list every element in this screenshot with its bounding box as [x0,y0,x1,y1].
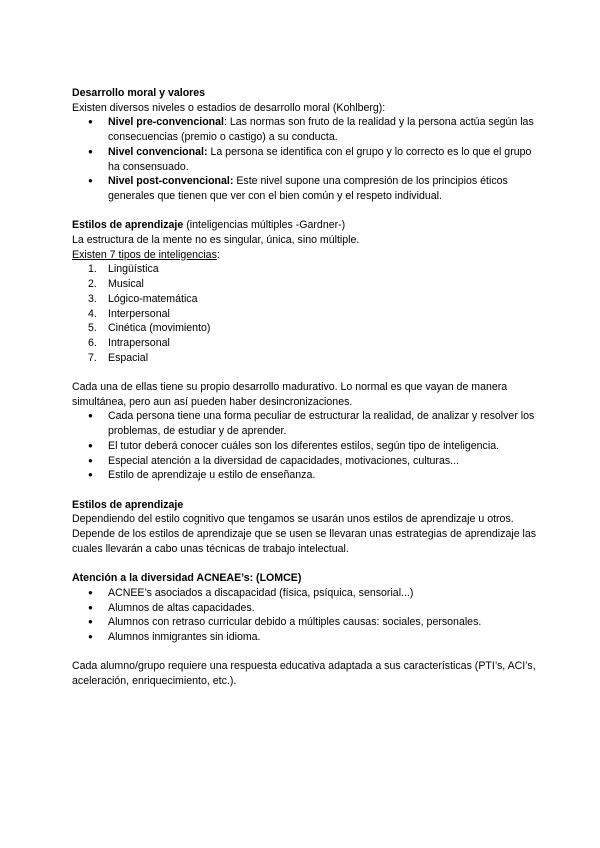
bullet-list [72,586,540,645]
term: Nivel post-convencional: [108,175,234,188]
list-item [72,307,540,322]
section-title: Estilos de aprendizaje [72,498,184,511]
paragraph: La estructura de la mente no es singular, única, sino múltiple. [72,234,360,247]
item-text: La persona se identifica con el grupo y lo correcto es lo que el grupo ha consensuado. [108,145,532,173]
title-suffix: (inteligencias múltiples -Gardner-) [183,219,346,232]
list-item: ● Especial atención a la diversidad de capacidades, motivaciones, culturas... [72,454,540,469]
item-text: Interpersonal [108,307,170,320]
term: Nivel convencional: [108,145,208,158]
list-item [72,115,540,144]
list-number: 6. [88,336,97,349]
subtitle-text: Existen 7 tipos de inteligencias [72,248,217,261]
list-item: ● ACNEE’s asociados a discapacidad (física, psíquica, sensorial...) [72,586,540,601]
list-number: 4. [88,307,97,320]
list-item [72,321,540,336]
bullet-list [72,409,540,483]
list-item: ● Alumnos de altas capacidades. [72,601,540,616]
list-number: 3. [88,292,97,305]
list-item [72,336,540,351]
separator: : [223,116,230,129]
item-text: Espacial [108,351,149,364]
term: Nivel pre-convencional [108,116,224,129]
paragraph: Existen diversos niveles o estadios de desarrollo moral (Kohlberg): [72,101,386,114]
section-desarrollo [72,380,540,483]
section-estilos-inteligencias [72,218,540,365]
list-item [72,174,540,203]
section-title: Atención a la diversidad ACNEAE’s: (LOMCE) [72,572,302,585]
title-bold: Estilos de aprendizaje [72,219,184,232]
list-item [72,292,540,307]
paragraph: Cada alumno/grupo requiere una respuesta educativa adaptada a sus características (PTI’s, ACI’s, aceleración, enriquecimiento, etc.). [72,660,536,688]
list-number: 2. [88,278,97,291]
list-item: ● El tutor deberá conocer cuáles son los diferentes estilos, según tipo de inteligencia. [72,439,540,454]
section-estilos-cognitivo [72,498,540,557]
list-number: 5. [88,322,97,335]
item-text: Intrapersonal [108,336,170,349]
paragraph: Dependiendo del estilo cognitivo que tengamos se usarán unos estilos de aprendizaje u otros. Depende de los estilos de aprendizaje que se usen se llevaran unas estrategias de aprendizaje las cuales llevarán a cabo unas técnicas de trabajo intelectual. [72,513,537,555]
item-text: Cinética (movimiento) [108,322,211,335]
list-item: ● Alumnos con retraso curricular debido a múltiples causas: sociales, personales. [72,615,540,630]
item-text: Lingüística [108,263,159,276]
list-item: ● Estilo de aprendizaje u estilo de enseñanza. [72,468,540,483]
section-moral [72,86,540,204]
list-number: 7. [88,351,97,364]
numbered-list [72,262,540,365]
paragraph: Cada una de ellas tiene su propio desarrollo madurativo. Lo normal es que vayan de manera simultánea, pero aun así pueden haber desincronizaciones. [72,381,508,408]
item-text: Musical [108,278,144,291]
item-text: Este nivel supone una compresión de los principios éticos generales que tienen que ver con el bien común y el respeto individual. [108,175,508,202]
list-item: ● Alumnos inmigrantes sin idioma. [72,630,540,645]
list-item [72,145,540,174]
list-item [72,262,540,277]
list-item [72,277,540,292]
list-item: ● Cada persona tiene una forma peculiar de estructurar la realidad, de analizar y resolver los problemas, de estudiar y de aprender. [72,409,540,438]
section-closing [72,659,540,688]
item-text: Las normas son fruto de la realidad y la persona actúa según las consecuencias (premio o castigo) a su conducta. [108,116,534,144]
section-title: Desarrollo moral y valores [72,87,206,99]
subtitle [72,248,540,263]
bullet-list [72,115,540,203]
section-atencion [72,571,540,645]
list-item [72,351,540,366]
section-title [72,218,540,233]
item-text: Lógico-matemática [108,292,198,305]
subtitle-colon: : [216,248,220,261]
list-number: 1. [88,263,97,276]
